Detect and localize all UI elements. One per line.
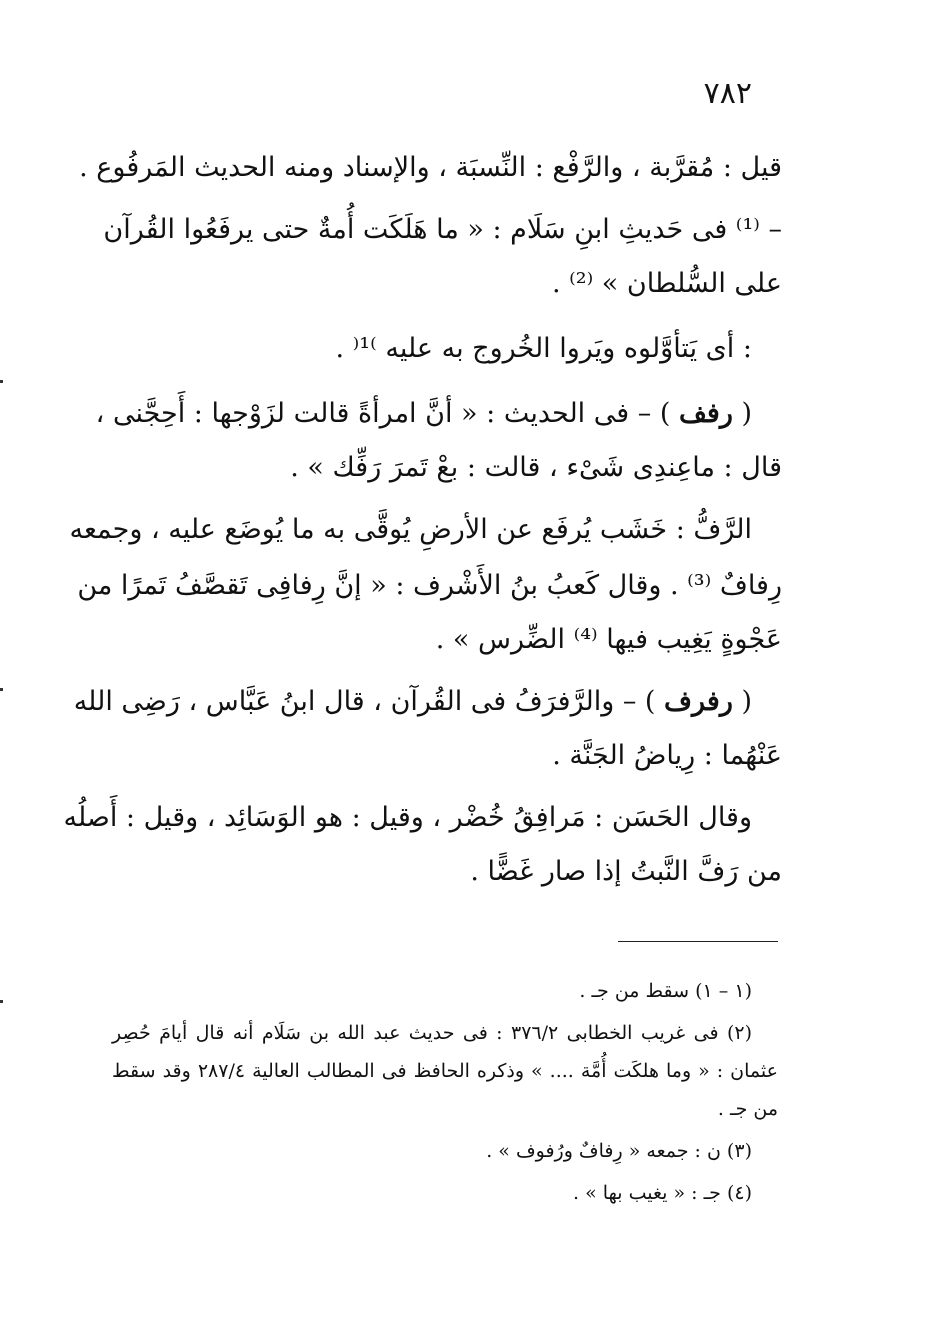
scan-edge-mark xyxy=(0,380,3,383)
footnote-3: (٣) ن : جمعه « رِفافٌ ورُفوف » . xyxy=(486,1140,752,1162)
text-line-6: الرَّفُّ : خَشَب يُرفَع عن الأرضِ يُوقَّى به ما يُوضَع عليه ، وجمعه xyxy=(69,514,752,545)
text-line-11: من رَفَّ النَّبتُ إذا صار غَضًّا . xyxy=(470,856,782,887)
footnote-2-line-2: عثمان : « وما هلكَت أُمَّة .... » وذكره الحافظ فى المطالب العالية ٢٨٧/٤ وقد سقط xyxy=(112,1060,778,1082)
text-line-7: رِفافٌ ⁽³⁾ . وقال كَعبُ بنُ الأَشْرف : « إنَّ رِفافِى تَقصَّفُ تَمرًا من xyxy=(77,570,782,601)
text-line-4: : أى يَتأوَّلوه ويَروا الخُروج به عليه ⁾¹⁽ . xyxy=(335,333,752,364)
entry-raff-text: – فى الحديث : « أنَّ امرأةً قالت لزَوْجها : أَحِجَّنى ، xyxy=(95,398,660,429)
entry-raff-line xyxy=(95,398,752,429)
headword-rafraf: رفرف xyxy=(664,686,733,717)
page-number: ٧٨٢ xyxy=(703,76,752,111)
text-line-1: قيل : مُقرَّبة ، والرَّفْع : النِّسبَة ، والإسناد ومنه الحديث المَرفُوع . xyxy=(79,152,782,183)
entry-rafraf-open: ( xyxy=(732,686,752,717)
text-line-3: على السُّلطان » ⁽²⁾ . xyxy=(551,268,782,299)
footnote-2-line-1: (٢) فى غريب الخطابى ٣٧٦/٢ : فى حديث عبد الله بن سَلَام أنه قال أيامَ حُصِر xyxy=(112,1022,752,1044)
entry-rafraf-text: – والرَّفرَفُ فى القُرآن ، قال ابنُ عَبَّاس ، رَضِى الله xyxy=(73,686,645,717)
text-line-2: – ⁽¹⁾ فى حَديثِ ابنِ سَلَام : « ما هَلَكَت أُمةٌ حتى يرفَعُوا القُرآن xyxy=(103,214,782,245)
scan-edge-mark xyxy=(0,1000,3,1003)
text-line-10: وقال الحَسَن : مَرافِقُ خُضْر ، وقيل : هو الوَسَائِد ، وقيل : أَصلُه xyxy=(63,802,752,833)
footnote-4: (٤) جـ : « يغيب بها » . xyxy=(572,1182,752,1204)
entry-raff-close: ) xyxy=(659,398,679,429)
scan-edge-mark xyxy=(0,688,3,691)
text-line-8: عَجْوةٍ يَغِيب فيها ⁽⁴⁾ الضِّرس » . xyxy=(435,624,782,655)
footnote-2-line-3: من جـ . xyxy=(717,1098,778,1120)
text-line-9: عَنْهُما : رِياضُ الجَنَّة . xyxy=(552,740,782,771)
text-line-5: قال : ماعِندِى شَىْء ، قالت : بعْ تَمرَ رَفِّك » . xyxy=(290,452,782,483)
entry-rafraf-line xyxy=(73,686,752,717)
footnote-separator xyxy=(618,941,778,942)
entry-rafraf-close: ) xyxy=(644,686,665,717)
entry-raff-open: ( xyxy=(732,398,752,429)
headword-raff: رفف xyxy=(678,398,733,429)
footnote-1: (١ – ١) سقط من جـ . xyxy=(579,980,752,1002)
